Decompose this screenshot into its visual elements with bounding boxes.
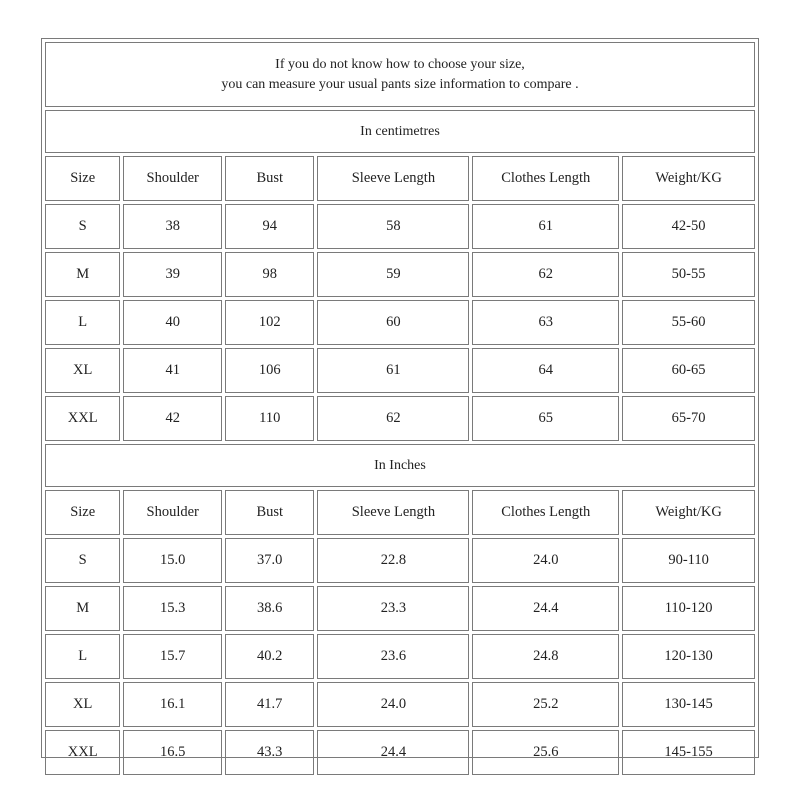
size-label-cell: S <box>45 538 120 583</box>
size-note-line-1: If you do not know how to choose your size, <box>275 56 525 72</box>
table-cell: 55-60 <box>622 300 755 345</box>
table-cell: 94 <box>225 204 315 249</box>
table-cell: 62 <box>472 252 619 297</box>
table-cell: 106 <box>225 348 315 393</box>
table-cell: 62 <box>317 396 469 441</box>
table-cell: 24.8 <box>472 634 619 679</box>
table-cell: 43.3 <box>225 730 315 775</box>
table-row <box>45 300 755 345</box>
column-header: Weight/KG <box>622 490 755 535</box>
size-label-cell: M <box>45 586 120 631</box>
table-cell: 39 <box>123 252 222 297</box>
table-cell: 61 <box>317 348 469 393</box>
size-label-cell: XXL <box>45 730 120 775</box>
column-header: Clothes Length <box>472 490 619 535</box>
size-table <box>42 39 758 778</box>
table-cell: 102 <box>225 300 315 345</box>
section-title-row <box>45 444 755 487</box>
section-title-row <box>45 110 755 153</box>
column-header: Size <box>45 156 120 201</box>
section-title: In centimetres <box>45 110 755 153</box>
table-cell: 58 <box>317 204 469 249</box>
table-cell: 110 <box>225 396 315 441</box>
table-cell: 22.8 <box>317 538 469 583</box>
column-header: Bust <box>225 156 315 201</box>
size-note-line-2: you can measure your usual pants size information to compare . <box>221 76 579 92</box>
table-cell: 40.2 <box>225 634 315 679</box>
table-cell: 60 <box>317 300 469 345</box>
table-cell: 41.7 <box>225 682 315 727</box>
column-header: Shoulder <box>123 490 222 535</box>
column-header: Size <box>45 490 120 535</box>
note-row <box>45 42 755 107</box>
table-cell: 50-55 <box>622 252 755 297</box>
table-cell: 37.0 <box>225 538 315 583</box>
table-cell: 63 <box>472 300 619 345</box>
column-header: Sleeve Length <box>317 490 469 535</box>
table-cell: 61 <box>472 204 619 249</box>
size-chart <box>41 38 759 758</box>
table-cell: 120-130 <box>622 634 755 679</box>
table-cell: 40 <box>123 300 222 345</box>
table-cell: 98 <box>225 252 315 297</box>
column-header: Bust <box>225 490 315 535</box>
table-cell: 15.0 <box>123 538 222 583</box>
table-cell: 24.4 <box>472 586 619 631</box>
table-cell: 24.0 <box>317 682 469 727</box>
size-label-cell: M <box>45 252 120 297</box>
size-note <box>45 42 755 107</box>
column-header: Shoulder <box>123 156 222 201</box>
size-label-cell: L <box>45 634 120 679</box>
table-cell: 130-145 <box>622 682 755 727</box>
table-cell: 60-65 <box>622 348 755 393</box>
table-cell: 59 <box>317 252 469 297</box>
table-cell: 110-120 <box>622 586 755 631</box>
table-cell: 16.1 <box>123 682 222 727</box>
table-cell: 42 <box>123 396 222 441</box>
table-cell: 65-70 <box>622 396 755 441</box>
size-label-cell: XXL <box>45 396 120 441</box>
size-label-cell: S <box>45 204 120 249</box>
table-row <box>45 634 755 679</box>
table-cell: 24.0 <box>472 538 619 583</box>
table-row <box>45 252 755 297</box>
table-cell: 38.6 <box>225 586 315 631</box>
table-row <box>45 538 755 583</box>
size-label-cell: L <box>45 300 120 345</box>
column-header: Weight/KG <box>622 156 755 201</box>
table-row <box>45 396 755 441</box>
table-cell: 25.2 <box>472 682 619 727</box>
table-row <box>45 204 755 249</box>
table-cell: 145-155 <box>622 730 755 775</box>
table-cell: 16.5 <box>123 730 222 775</box>
column-header: Clothes Length <box>472 156 619 201</box>
table-cell: 15.7 <box>123 634 222 679</box>
table-row <box>45 682 755 727</box>
table-cell: 15.3 <box>123 586 222 631</box>
table-cell: 42-50 <box>622 204 755 249</box>
column-header-row <box>45 156 755 201</box>
table-cell: 65 <box>472 396 619 441</box>
size-label-cell: XL <box>45 348 120 393</box>
size-label-cell: XL <box>45 682 120 727</box>
table-row <box>45 586 755 631</box>
column-header: Sleeve Length <box>317 156 469 201</box>
table-cell: 90-110 <box>622 538 755 583</box>
section-title: In Inches <box>45 444 755 487</box>
table-row <box>45 348 755 393</box>
column-header-row <box>45 490 755 535</box>
table-cell: 41 <box>123 348 222 393</box>
table-cell: 25.6 <box>472 730 619 775</box>
table-cell: 23.3 <box>317 586 469 631</box>
table-cell: 23.6 <box>317 634 469 679</box>
table-cell: 24.4 <box>317 730 469 775</box>
table-cell: 64 <box>472 348 619 393</box>
table-cell: 38 <box>123 204 222 249</box>
table-row <box>45 730 755 775</box>
